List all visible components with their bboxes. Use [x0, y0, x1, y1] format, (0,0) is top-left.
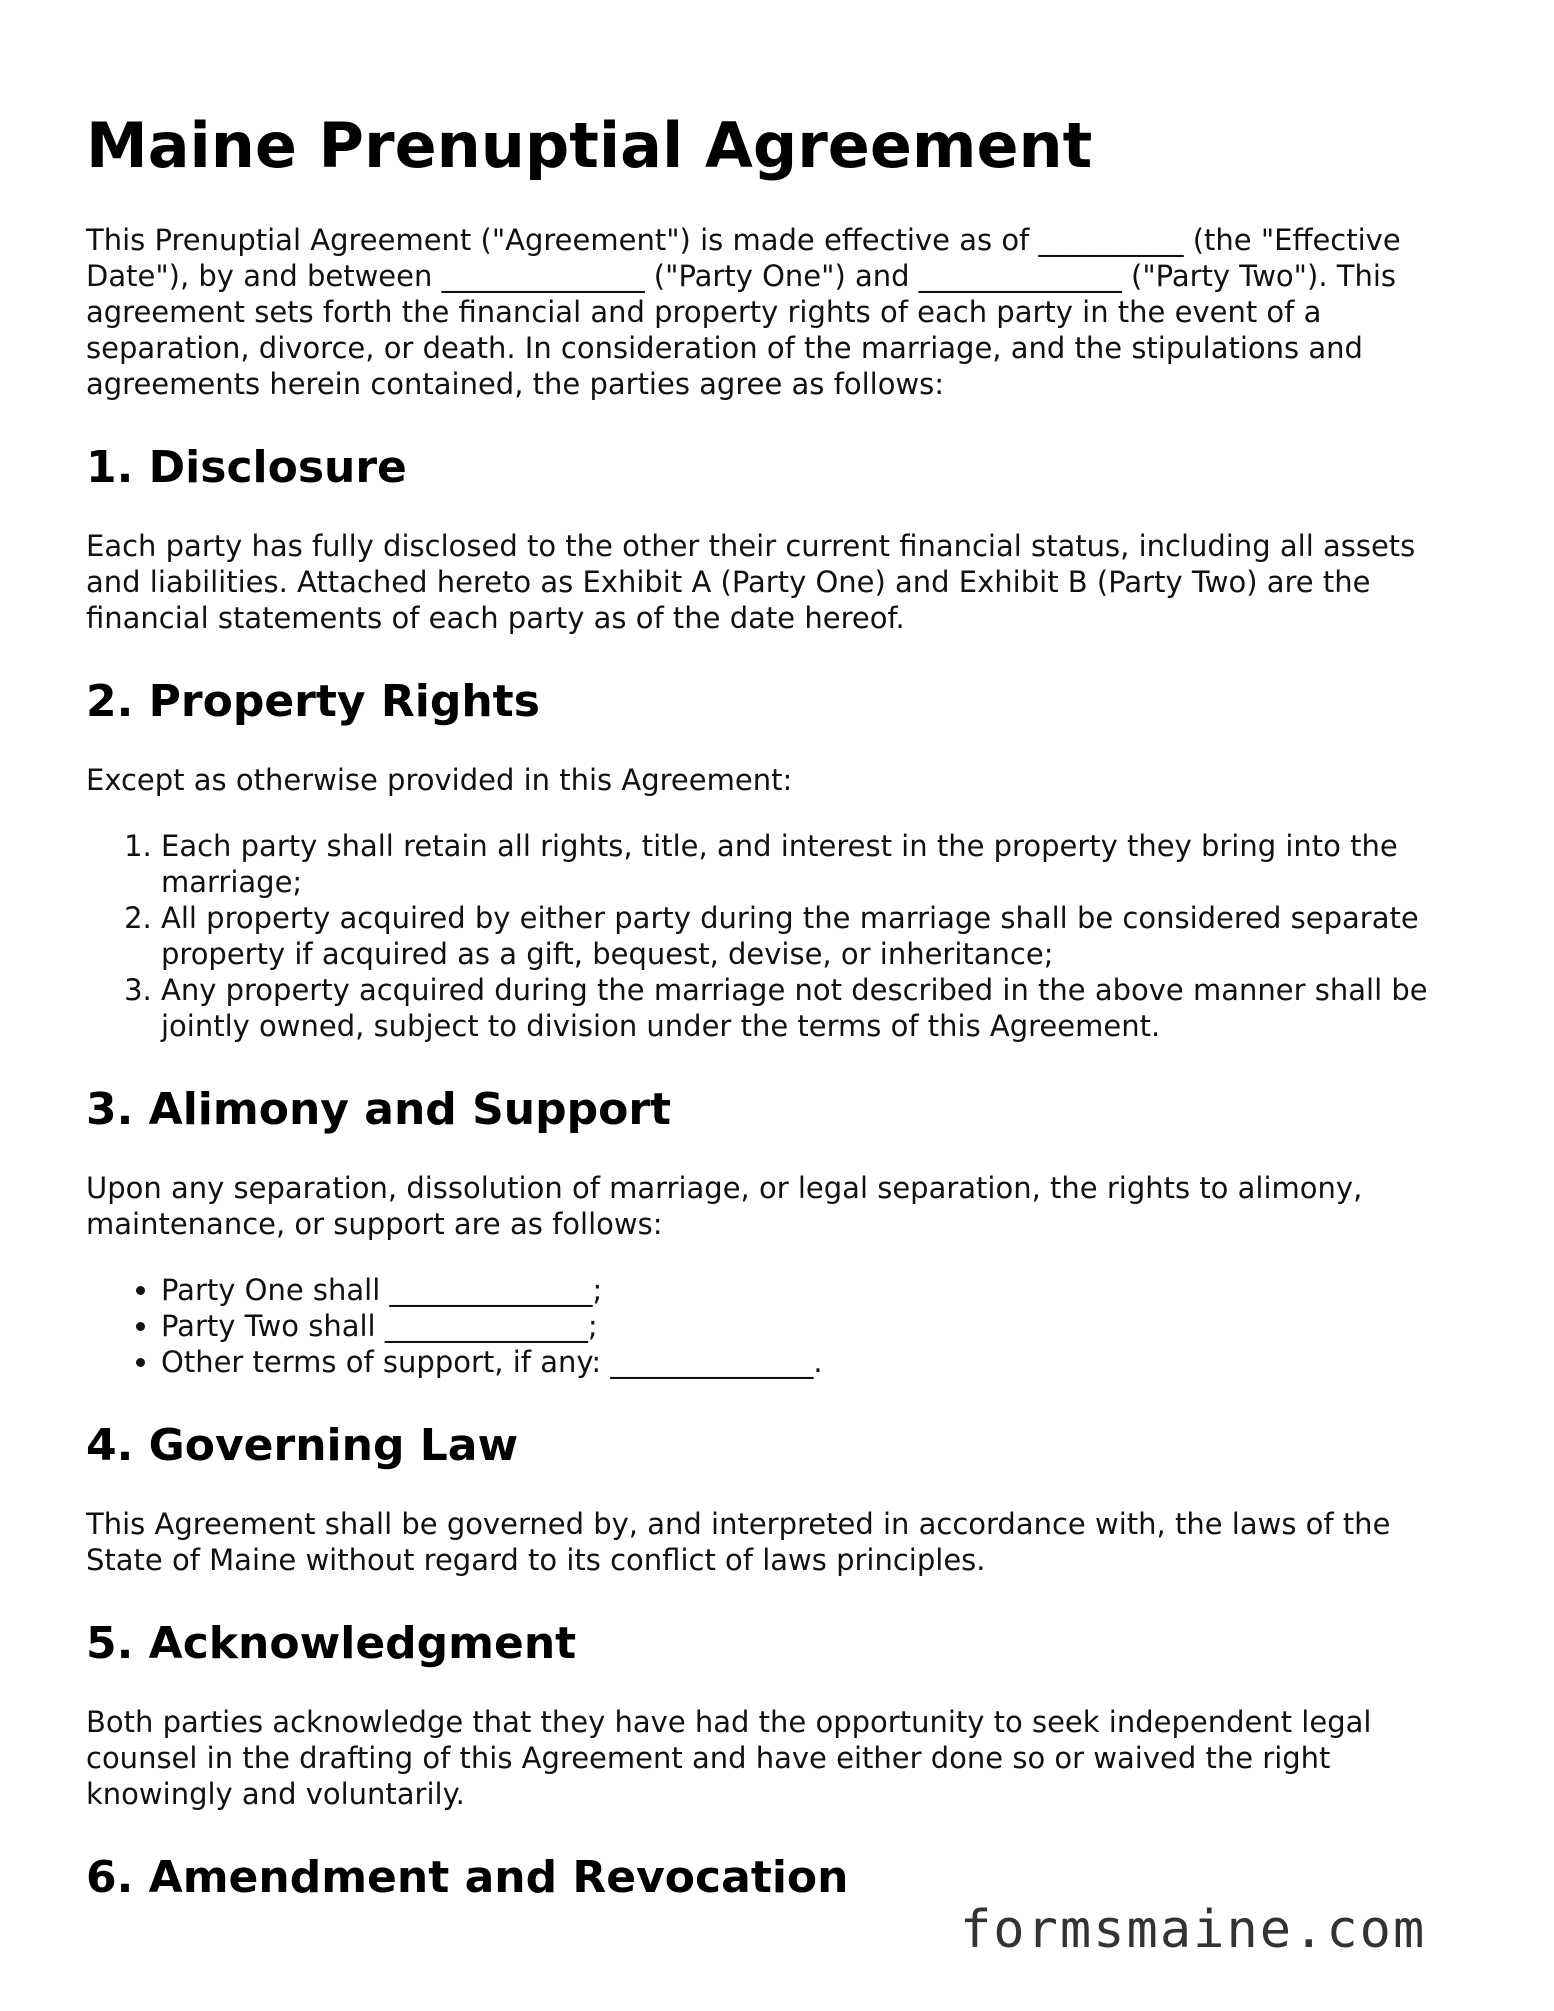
- section-heading: 2. Property Rights: [86, 676, 540, 727]
- support-terms-list: [86, 1272, 1476, 1380]
- section-text: Upon any separation, dissolution of marriage, or legal separation, the rights to alimony, maintenance, or support are as follows:: [86, 1171, 1363, 1241]
- section-heading: 1. Disclosure: [86, 442, 407, 493]
- section-heading: 4. Governing Law: [86, 1420, 519, 1471]
- section-alimony-support: [86, 1080, 1476, 1380]
- section-disclosure: [86, 438, 1476, 636]
- section-text: Each party has fully disclosed to the other their current financial status, including all assets and liabilities. Attached hereto as Exhibit A (Party One) and Exhibit B (Party Two) are the financial statements of each party as of the date hereof.: [86, 529, 1416, 635]
- section-acknowledgment: [86, 1614, 1476, 1812]
- document-page: [86, 104, 1476, 1938]
- section-text: This Agreement shall be governed by, and interpreted in accordance with, the laws of the State of Maine without regard to its conflict of laws principles.: [86, 1507, 1391, 1577]
- list-item: 2. All property acquired by either party during the marriage shall be considered separate property if acquired as a gift, bequest, devise, or inheritance;: [161, 900, 1476, 972]
- intro-paragraph: This Prenuptial Agreement ("Agreement") is made effective as of __________ (the "Effective Date"), by and between ______________ ("Party One") and ______________ ("Party Two"). This agreement sets forth the financial and property rights of each party in the event of a separation, divorce, or death. In consideration of the marriage, and the stipulations and agreements herein contained, the parties agree as follows:: [86, 223, 1401, 401]
- list-item: 3. Any property acquired during the marriage not described in the above manner shall be jointly owned, subject to division under the terms of this Agreement.: [161, 972, 1476, 1044]
- property-rights-list: [86, 828, 1476, 1044]
- section-heading: 3. Alimony and Support: [86, 1084, 672, 1135]
- section-text: Except as otherwise provided in this Agreement:: [86, 763, 793, 797]
- list-item: • Party Two shall ______________;: [161, 1308, 1476, 1344]
- section-heading: 5. Acknowledgment: [86, 1618, 577, 1669]
- section-heading: 6. Amendment and Revocation: [86, 1852, 849, 1903]
- list-item: • Party One shall ______________;: [161, 1272, 1476, 1308]
- section-governing-law: [86, 1416, 1476, 1578]
- document-title: Maine Prenuptial Agreement: [86, 109, 1093, 182]
- section-property-rights: [86, 672, 1476, 1044]
- watermark: formsmaine.com: [960, 1900, 1427, 1960]
- list-item: • Other terms of support, if any: ______________.: [161, 1344, 1476, 1380]
- section-text: Both parties acknowledge that they have had the opportunity to seek independent legal counsel in the drafting of this Agreement and have either done so or waived the right knowingly and voluntarily.: [86, 1705, 1372, 1811]
- list-item: 1. Each party shall retain all rights, title, and interest in the property they bring into the marriage;: [161, 828, 1476, 900]
